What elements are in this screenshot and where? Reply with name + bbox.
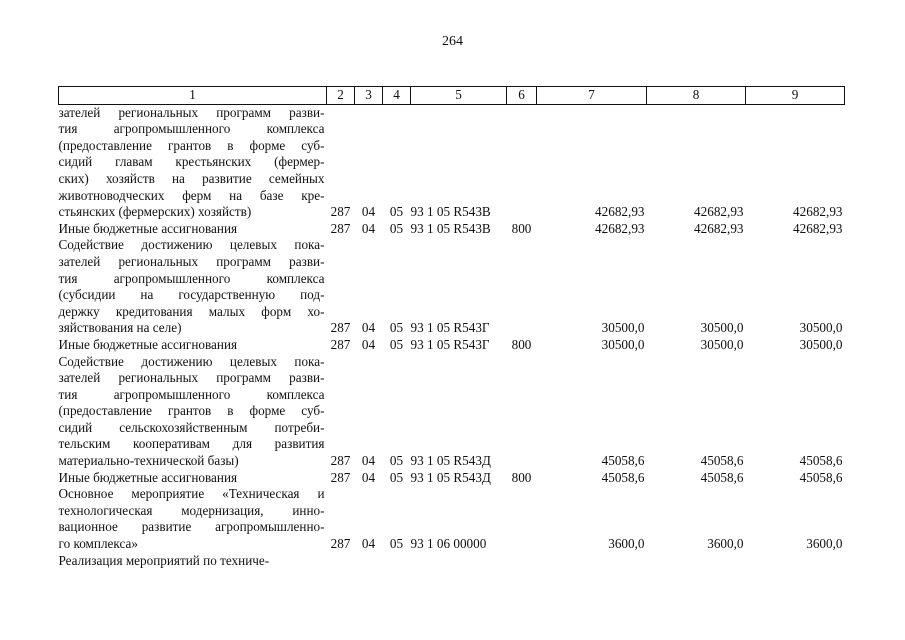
vr-cell — [507, 104, 537, 221]
item-name-cell — [59, 237, 327, 337]
item-name-line: Иные бюджетные ассигнования — [58, 220, 238, 236]
rz-cell: 04 — [361, 453, 376, 469]
item-name-line: технологическая модернизация, инно- — [58, 502, 325, 518]
value-col8-cell: 30500,0 — [700, 320, 744, 336]
value-col8-cell — [647, 553, 746, 570]
vr-cell: 800 — [511, 220, 532, 236]
column-header: 7 — [537, 87, 647, 105]
item-name-line: ских) хозяйств на развитие семейных — [58, 170, 325, 186]
rz-cell: 04 — [361, 336, 376, 352]
table-row — [59, 470, 845, 487]
table-row — [59, 237, 845, 337]
value-col9-cell: 30500,0 — [799, 320, 843, 336]
item-name-line: Иные бюджетные ассигнования — [58, 469, 238, 485]
column-header: 2 — [327, 87, 355, 105]
item-name-cell — [59, 221, 327, 238]
value-col7-cell: 3600,0 — [608, 536, 645, 552]
value-col8-cell: 45058,6 — [700, 469, 744, 485]
value-col8-cell: 42682,93 — [694, 204, 744, 220]
item-name-line: сидий сельскохозяйственным потреби- — [58, 419, 325, 435]
grbs-cell: 287 — [330, 536, 351, 552]
grbs-cell: 287 — [330, 453, 351, 469]
grbs-cell: 287 — [330, 320, 351, 336]
item-name-cell — [59, 553, 327, 570]
item-name-line: животноводческих ферм на базе кре- — [58, 187, 325, 203]
page-number: 264 — [442, 34, 463, 49]
budget-table — [58, 86, 845, 569]
grbs-cell: 287 — [330, 220, 351, 236]
vr-cell — [507, 486, 537, 552]
value-col7-cell — [537, 553, 647, 570]
value-col8-cell: 45058,6 — [700, 453, 744, 469]
value-col9-cell — [746, 553, 845, 570]
item-name-line: зателей региональных программ разви- — [58, 253, 325, 269]
csr-cell: 93 1 06 00000 — [410, 536, 487, 552]
vr-cell — [507, 237, 537, 337]
item-name-line: тия агропромышленного комплекса — [58, 121, 325, 137]
value-col9-cell: 30500,0 — [799, 336, 843, 352]
grbs-cell — [327, 553, 355, 570]
pr-cell: 05 — [389, 220, 404, 236]
csr-cell: 93 1 05 R543В — [410, 204, 491, 220]
value-col7-cell: 30500,0 — [601, 336, 645, 352]
item-name-line: стьянских (фермерских) хозяйств) — [58, 204, 252, 220]
item-name-line: зяйствования на селе) — [58, 320, 182, 336]
column-header: 9 — [746, 87, 845, 105]
rz-cell: 04 — [361, 536, 376, 552]
column-header: 3 — [355, 87, 383, 105]
item-name-line: сидий главам крестьянских (фермер- — [58, 154, 325, 170]
csr-cell: 93 1 05 R543В — [410, 220, 491, 236]
pr-cell: 05 — [389, 204, 404, 220]
column-header: 4 — [383, 87, 411, 105]
item-name-line: го комплекса» — [58, 536, 138, 552]
pr-cell — [383, 553, 411, 570]
column-header: 6 — [507, 87, 537, 105]
csr-cell — [411, 553, 507, 570]
pr-cell: 05 — [389, 336, 404, 352]
value-col9-cell: 42682,93 — [793, 204, 843, 220]
item-name-line: вационное развитие агропромышленно- — [58, 519, 325, 535]
item-name-line: Реализация мероприятий по техниче- — [58, 552, 270, 568]
item-name-line: зателей региональных программ разви- — [58, 104, 325, 120]
rz-cell: 04 — [361, 220, 376, 236]
item-name-line: тия агропромышленного комплекса — [58, 270, 325, 286]
item-name-line: Основное мероприятие «Техническая и — [58, 486, 325, 502]
item-name-line: (субсидии на государственную под- — [58, 287, 325, 303]
value-col9-cell: 42682,93 — [793, 220, 843, 236]
item-name-cell — [59, 470, 327, 487]
rz-cell: 04 — [361, 320, 376, 336]
item-name-line: зателей региональных программ разви- — [58, 370, 325, 386]
column-header: 8 — [647, 87, 746, 105]
vr-cell — [507, 553, 537, 570]
table-row — [59, 354, 845, 470]
table-row — [59, 221, 845, 238]
pr-cell: 05 — [389, 453, 404, 469]
item-name-cell — [59, 354, 327, 470]
table-row — [59, 486, 845, 552]
csr-cell: 93 1 05 R543Д — [410, 469, 491, 485]
column-header: 1 — [59, 87, 327, 105]
grbs-cell: 287 — [330, 336, 351, 352]
vr-cell: 800 — [511, 469, 532, 485]
value-col9-cell: 45058,6 — [799, 469, 843, 485]
value-col8-cell: 42682,93 — [694, 220, 744, 236]
vr-cell: 800 — [511, 336, 532, 352]
grbs-cell: 287 — [330, 204, 351, 220]
pr-cell: 05 — [389, 536, 404, 552]
value-col7-cell: 45058,6 — [601, 453, 645, 469]
csr-cell: 93 1 05 R543Г — [410, 320, 490, 336]
table-body — [59, 104, 845, 569]
csr-cell: 93 1 05 R543Д — [410, 453, 491, 469]
pr-cell: 05 — [389, 469, 404, 485]
value-col9-cell: 45058,6 — [799, 453, 843, 469]
value-col7-cell: 42682,93 — [595, 220, 645, 236]
value-col7-cell: 45058,6 — [601, 469, 645, 485]
csr-cell: 93 1 05 R543Г — [410, 336, 490, 352]
table-row — [59, 553, 845, 570]
rz-cell — [355, 553, 383, 570]
item-name-line: держку кредитования малых форм хо- — [58, 303, 325, 319]
item-name-line: (предоставление грантов в форме суб- — [58, 137, 325, 153]
item-name-line: тия агропромышленного комплекса — [58, 386, 325, 402]
grbs-cell: 287 — [330, 469, 351, 485]
item-name-cell — [59, 104, 327, 221]
item-name-cell — [59, 486, 327, 552]
item-name-line: Содействие достижению целевых пока- — [58, 353, 325, 369]
item-name-line: тельским кооперативам для развития — [58, 436, 325, 452]
pr-cell: 05 — [389, 320, 404, 336]
value-col7-cell: 30500,0 — [601, 320, 645, 336]
rz-cell: 04 — [361, 204, 376, 220]
table-row — [59, 104, 845, 221]
item-name-line: Содействие достижению целевых пока- — [58, 237, 325, 253]
vr-cell — [507, 354, 537, 470]
item-name-line: Иные бюджетные ассигнования — [58, 336, 238, 352]
rz-cell: 04 — [361, 469, 376, 485]
header-row — [59, 87, 845, 105]
item-name-line: материально-технической базы) — [58, 453, 239, 469]
item-name-cell — [59, 337, 327, 354]
value-col7-cell: 42682,93 — [595, 204, 645, 220]
value-col8-cell: 3600,0 — [707, 536, 744, 552]
column-header: 5 — [411, 87, 507, 105]
table-row — [59, 337, 845, 354]
item-name-line: (предоставление грантов в форме суб- — [58, 403, 325, 419]
value-col9-cell: 3600,0 — [806, 536, 843, 552]
value-col8-cell: 30500,0 — [700, 336, 744, 352]
